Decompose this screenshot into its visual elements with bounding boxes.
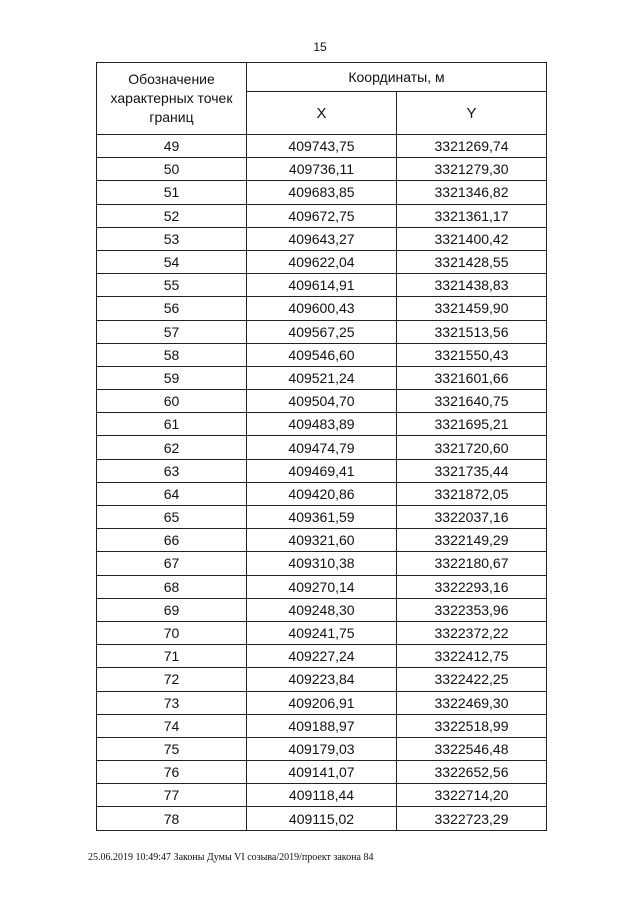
table-row	[97, 737, 547, 760]
point-id-cell: 65	[97, 506, 247, 529]
y-coordinate-cell: 3321735,44	[397, 459, 547, 482]
document-footer: 25.06.2019 10:49:47 Законы Думы VI созыва/2019/проект закона 84	[88, 852, 374, 863]
table-row	[97, 366, 547, 389]
table-row	[97, 459, 547, 482]
x-coordinate-cell: 409546,60	[247, 343, 397, 366]
point-id-cell: 73	[97, 691, 247, 714]
x-coordinate-cell: 409483,89	[247, 413, 397, 436]
x-coordinate-cell: 409683,85	[247, 181, 397, 204]
x-coordinate-cell: 409223,84	[247, 668, 397, 691]
y-coordinate-cell: 3322037,16	[397, 506, 547, 529]
x-coordinate-cell: 409227,24	[247, 645, 397, 668]
table-row	[97, 598, 547, 621]
table-row	[97, 807, 547, 830]
point-id-cell: 61	[97, 413, 247, 436]
x-coordinate-cell: 409672,75	[247, 204, 397, 227]
y-coordinate-cell: 3322180,67	[397, 552, 547, 575]
point-id-cell: 52	[97, 204, 247, 227]
y-coordinate-cell: 3321428,55	[397, 250, 547, 273]
x-coordinate-cell: 409188,97	[247, 714, 397, 737]
point-id-cell: 76	[97, 761, 247, 784]
point-id-cell: 72	[97, 668, 247, 691]
x-coordinate-cell: 409115,02	[247, 807, 397, 830]
y-coordinate-cell: 3322469,30	[397, 691, 547, 714]
point-id-header: Обозначение характерных точек границ	[97, 63, 247, 135]
table-row	[97, 204, 547, 227]
point-id-cell: 77	[97, 784, 247, 807]
point-id-cell: 56	[97, 297, 247, 320]
table-row	[97, 552, 547, 575]
page-number: 15	[313, 40, 327, 54]
table-row	[97, 482, 547, 505]
table-row	[97, 784, 547, 807]
point-id-cell: 60	[97, 390, 247, 413]
table-row	[97, 227, 547, 250]
table-row	[97, 390, 547, 413]
header-row-group	[97, 63, 547, 92]
y-coordinate-cell: 3322293,16	[397, 575, 547, 598]
coordinates-header: Координаты, м	[247, 63, 547, 92]
point-id-cell: 53	[97, 227, 247, 250]
point-id-cell: 70	[97, 621, 247, 644]
point-id-cell: 54	[97, 250, 247, 273]
y-coordinate-cell: 3321279,30	[397, 158, 547, 181]
point-id-cell: 59	[97, 366, 247, 389]
x-coordinate-cell: 409206,91	[247, 691, 397, 714]
x-coordinate-cell: 409600,43	[247, 297, 397, 320]
x-coordinate-cell: 409521,24	[247, 366, 397, 389]
table-row	[97, 714, 547, 737]
table-row	[97, 575, 547, 598]
x-coordinate-cell: 409141,07	[247, 761, 397, 784]
y-coordinate-cell: 3321601,66	[397, 366, 547, 389]
x-coordinate-cell: 409504,70	[247, 390, 397, 413]
point-id-cell: 75	[97, 737, 247, 760]
point-id-cell: 64	[97, 482, 247, 505]
y-coordinate-cell: 3322723,29	[397, 807, 547, 830]
x-coordinate-cell: 409614,91	[247, 274, 397, 297]
y-coordinate-cell: 3321459,90	[397, 297, 547, 320]
y-coordinate-cell: 3321720,60	[397, 436, 547, 459]
y-coordinate-cell: 3321438,83	[397, 274, 547, 297]
point-id-cell: 71	[97, 645, 247, 668]
x-coordinate-cell: 409179,03	[247, 737, 397, 760]
y-coordinate-cell: 3322714,20	[397, 784, 547, 807]
point-id-cell: 63	[97, 459, 247, 482]
x-coordinate-cell: 409310,38	[247, 552, 397, 575]
y-coordinate-cell: 3322422,25	[397, 668, 547, 691]
table-header	[97, 63, 547, 135]
x-coordinate-cell: 409622,04	[247, 250, 397, 273]
y-coordinate-cell: 3321872,05	[397, 482, 547, 505]
x-coordinate-cell: 409474,79	[247, 436, 397, 459]
x-coordinate-cell: 409361,59	[247, 506, 397, 529]
point-id-cell: 66	[97, 529, 247, 552]
y-coordinate-cell: 3322546,48	[397, 737, 547, 760]
x-header: X	[247, 92, 397, 135]
table-row	[97, 761, 547, 784]
x-coordinate-cell: 409248,30	[247, 598, 397, 621]
table-row	[97, 436, 547, 459]
table-row	[97, 250, 547, 273]
point-id-cell: 51	[97, 181, 247, 204]
y-coordinate-cell: 3322353,96	[397, 598, 547, 621]
table-row	[97, 135, 547, 158]
table-row	[97, 506, 547, 529]
y-header: Y	[397, 92, 547, 135]
y-coordinate-cell: 3321400,42	[397, 227, 547, 250]
table-row	[97, 320, 547, 343]
x-coordinate-cell: 409270,14	[247, 575, 397, 598]
y-coordinate-cell: 3321640,75	[397, 390, 547, 413]
y-coordinate-cell: 3321361,17	[397, 204, 547, 227]
point-id-cell: 55	[97, 274, 247, 297]
y-coordinate-cell: 3322412,75	[397, 645, 547, 668]
table-row	[97, 343, 547, 366]
point-id-cell: 58	[97, 343, 247, 366]
y-coordinate-cell: 3321550,43	[397, 343, 547, 366]
x-coordinate-cell: 409420,86	[247, 482, 397, 505]
y-coordinate-cell: 3321513,56	[397, 320, 547, 343]
y-coordinate-cell: 3321346,82	[397, 181, 547, 204]
x-coordinate-cell: 409567,25	[247, 320, 397, 343]
point-id-cell: 69	[97, 598, 247, 621]
y-coordinate-cell: 3322372,22	[397, 621, 547, 644]
x-coordinate-cell: 409118,44	[247, 784, 397, 807]
y-coordinate-cell: 3322149,29	[397, 529, 547, 552]
point-id-cell: 50	[97, 158, 247, 181]
point-id-cell: 74	[97, 714, 247, 737]
coordinates-table	[96, 62, 547, 831]
point-id-cell: 78	[97, 807, 247, 830]
x-coordinate-cell: 409321,60	[247, 529, 397, 552]
table-row	[97, 668, 547, 691]
y-coordinate-cell: 3321269,74	[397, 135, 547, 158]
table-body	[97, 135, 547, 831]
point-id-cell: 68	[97, 575, 247, 598]
x-coordinate-cell: 409643,27	[247, 227, 397, 250]
x-coordinate-cell: 409241,75	[247, 621, 397, 644]
table-row	[97, 181, 547, 204]
table-row	[97, 274, 547, 297]
point-id-cell: 49	[97, 135, 247, 158]
x-coordinate-cell: 409469,41	[247, 459, 397, 482]
x-coordinate-cell: 409736,11	[247, 158, 397, 181]
x-coordinate-cell: 409743,75	[247, 135, 397, 158]
table-row	[97, 158, 547, 181]
point-id-cell: 67	[97, 552, 247, 575]
table-row	[97, 297, 547, 320]
table-row	[97, 621, 547, 644]
y-coordinate-cell: 3322652,56	[397, 761, 547, 784]
table-row	[97, 413, 547, 436]
point-id-cell: 62	[97, 436, 247, 459]
table-row	[97, 645, 547, 668]
table-row	[97, 529, 547, 552]
table-row	[97, 691, 547, 714]
y-coordinate-cell: 3322518,99	[397, 714, 547, 737]
point-id-cell: 57	[97, 320, 247, 343]
y-coordinate-cell: 3321695,21	[397, 413, 547, 436]
